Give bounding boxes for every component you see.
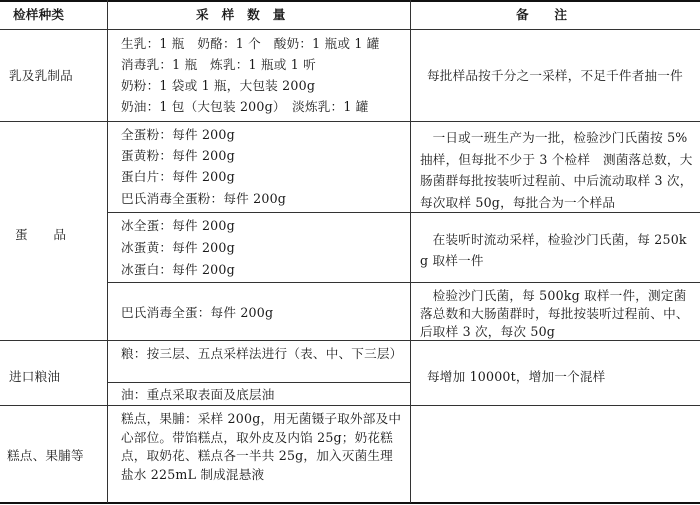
category-grain-oil: 进口粮油: [9, 369, 61, 384]
dairy-remark: 每批样品按千分之一采样，不足千件者抽一件: [427, 68, 683, 83]
header-remarks: 备 注: [516, 7, 568, 22]
egg-powder-line-3: 蛋白片：每件 200g: [121, 169, 235, 184]
egg-pasteurized-line: 巴氏消毒全蛋：每件 200g: [121, 305, 274, 320]
grain-remark: 每增加 10000t，增加一个混样: [427, 369, 606, 384]
header-rule: [0, 29, 700, 30]
egg-powder-line-1: 全蛋粉：每件 200g: [121, 127, 235, 142]
dairy-line-4: 奶油：1 包（大包装 200g） 淡炼乳：1 罐: [121, 99, 369, 114]
grain-subrule: [107, 382, 410, 383]
dairy-line-1: 生乳：1 瓶 奶酪：1 个 酸奶：1 瓶或 1 罐: [121, 36, 380, 51]
category-pastry: 糕点、果脯等: [7, 448, 84, 463]
egg-frozen-line-3: 冰蛋白：每件 200g: [121, 262, 235, 277]
egg-powder-remark: 一日或一班生产为一批，检验沙门氏菌按 5% 抽样，但每批不少于 3 个检样 测菌落总数，大肠菌群每批按装听过程前、中后流动取样 3 次，每次取样 50g，每批合为一个样品: [420, 130, 693, 210]
egg-subrule-2: [107, 282, 700, 283]
header-category: 检样种类: [13, 7, 65, 22]
egg-powder-line-2: 蛋黄粉：每件 200g: [121, 148, 235, 163]
table-bottom-rule: [0, 502, 700, 504]
dairy-line-2: 消毒乳：1 瓶 炼乳：1 瓶或 1 听: [121, 57, 316, 72]
grain-line: 粮：按三层、五点采样法进行（表、中、下三层）: [121, 346, 403, 361]
header-quantity: 采 样 数 量: [196, 7, 286, 22]
row-rule-dairy: [0, 121, 700, 122]
egg-frozen-line-2: 冰蛋黄：每件 200g: [121, 240, 235, 255]
oil-line: 油：重点采取表面及底层油: [121, 387, 275, 402]
pastry-text: 糕点，果脯：采样 200g，用无菌镊子取外部及中心部位。带馅糕点，取外皮及内馅 25g；奶花糕点，取奶花、糕点各一半共 25g，加入灭菌生理盐水 225mL 制成混悬液: [121, 411, 402, 482]
col-divider-2: [410, 0, 411, 503]
egg-powder-line-4: 巴氏消毒全蛋粉：每件 200g: [121, 191, 287, 206]
table-top-rule: [0, 0, 700, 2]
row-rule-grain: [0, 405, 700, 406]
egg-frozen-line-1: 冰全蛋：每件 200g: [121, 218, 235, 233]
category-eggs: 蛋 品: [15, 227, 67, 242]
egg-frozen-remark: 在装听时流动采样，检验沙门氏菌，每 250kg 取样一件: [420, 232, 687, 268]
dairy-line-3: 奶粉：1 袋或 1 瓶，大包装 200g: [121, 78, 316, 93]
col-divider-1: [107, 0, 108, 503]
egg-pasteurized-remark: 检验沙门氏菌，每 500kg 取样一件，测定菌落总数和大肠菌群时，每批按装听过程前、中、后取样 3 次，每次 50g: [420, 288, 689, 339]
category-dairy: 乳及乳制品: [9, 68, 73, 83]
